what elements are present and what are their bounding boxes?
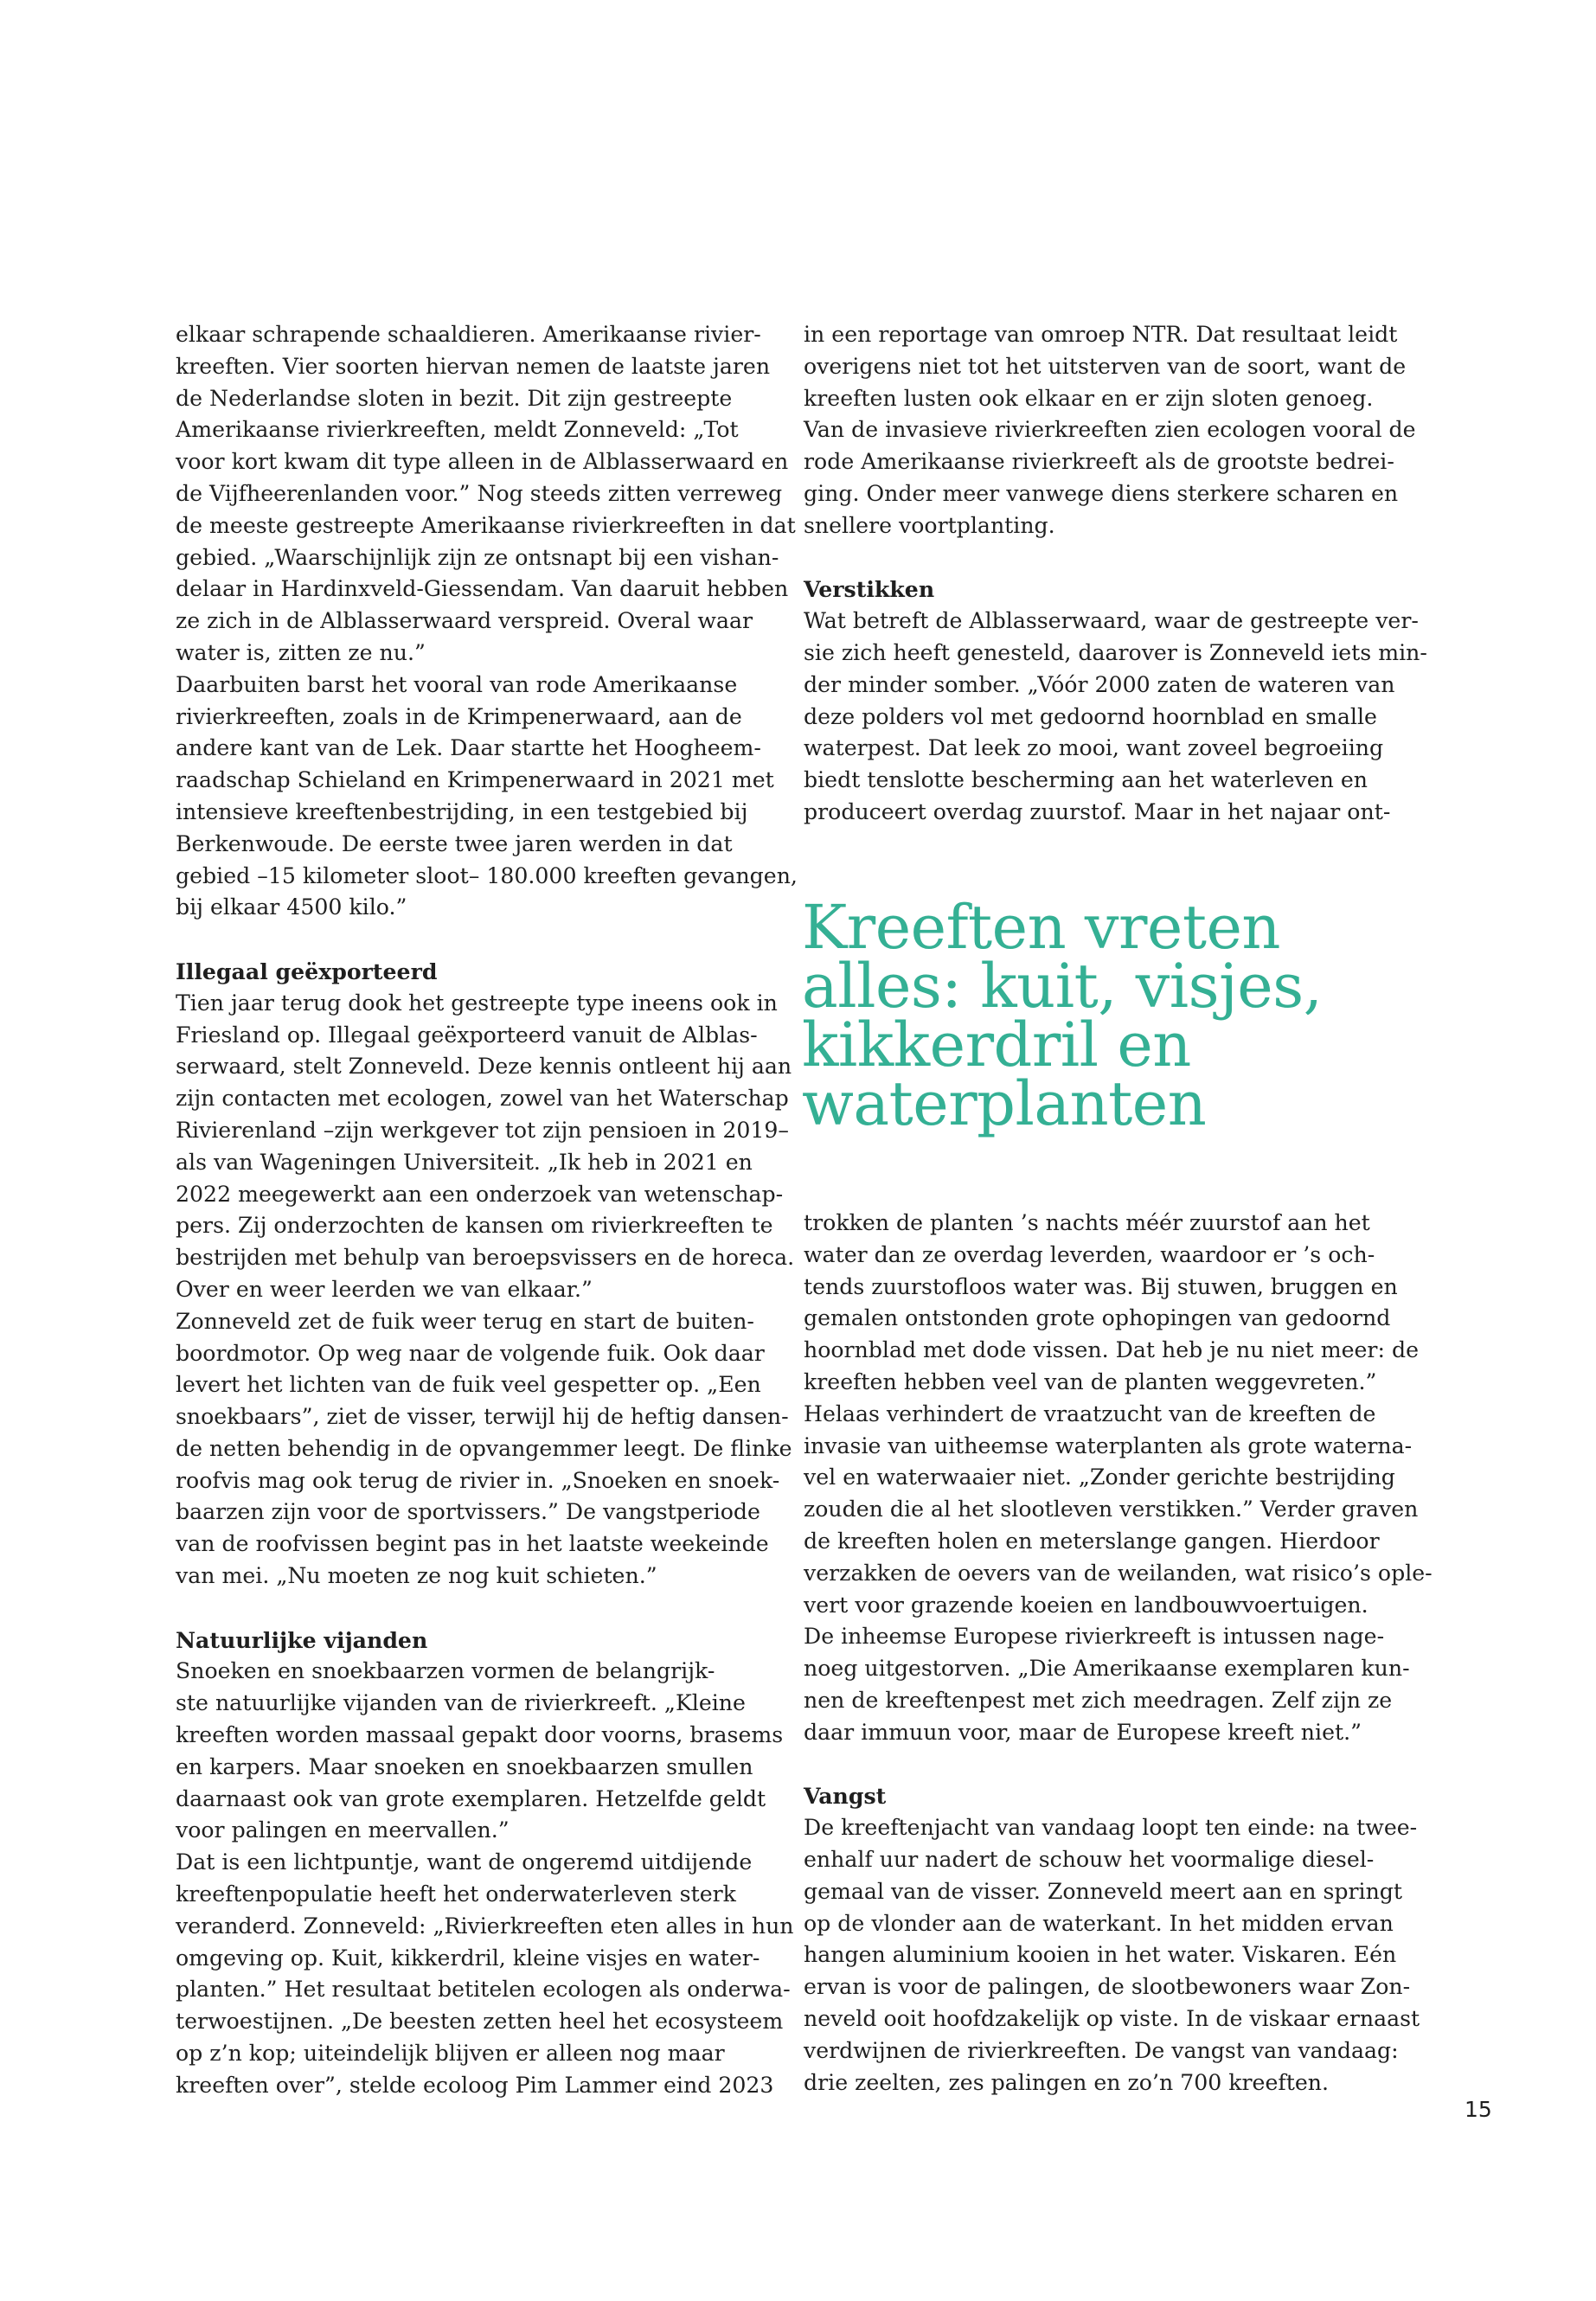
paragraph bbox=[804, 319, 1416, 542]
text-line: hoornblad met dode vissen. Dat heb je nu niet meer: de bbox=[804, 1337, 1419, 1363]
paragraph bbox=[176, 1847, 794, 2101]
text-line: omgeving op. Kuit, kikkerdril, kleine visjes en water- bbox=[176, 1945, 760, 1971]
text-line: voor palingen en meervallen.” bbox=[176, 1817, 510, 1843]
section-heading-illegaal: Illegaal geëxporteerd bbox=[176, 958, 438, 984]
page-number: 15 bbox=[1465, 2097, 1492, 2122]
text-line: pers. Zij onderzochten de kansen om rivierkreeften te bbox=[176, 1213, 773, 1239]
text-line: biedt tenslotte bescherming aan het waterleven en bbox=[804, 767, 1368, 793]
text-line: De kreeftenjacht van vandaag loopt ten einde: na twee- bbox=[804, 1815, 1418, 1841]
text-line: gebied. „Waarschijnlijk zijn ze ontsnapt bij een vishan- bbox=[176, 544, 779, 570]
text-line: deze polders vol met gedoornd hoornblad en smalle bbox=[804, 703, 1377, 729]
text-line: bij elkaar 4500 kilo.” bbox=[176, 894, 407, 920]
paragraph bbox=[804, 1208, 1419, 1399]
text-line: voor kort kwam dit type alleen in de Alblasserwaard en bbox=[176, 449, 789, 475]
text-line: veranderd. Zonneveld: „Rivierkreeften eten alles in hun bbox=[176, 1913, 794, 1939]
paragraph bbox=[176, 1306, 792, 1593]
text-line: Tien jaar terug dook het gestreepte type ineens ook in bbox=[176, 990, 778, 1016]
text-line: en karpers. Maar snoeken en snoekbaarzen smullen bbox=[176, 1753, 753, 1779]
text-line: Berkenwoude. De eerste twee jaren werden in dat bbox=[176, 830, 733, 856]
text-line: levert het lichten van de fuik veel gespetter op. „Een bbox=[176, 1372, 761, 1398]
text-line: bestrijden met behulp van beroepsvissers en de horeca. bbox=[176, 1245, 795, 1271]
text-line: enhalf uur nadert de schouw het voormalige diesel- bbox=[804, 1846, 1375, 1872]
text-line: roofvis mag ook terug de rivier in. „Snoeken en snoek- bbox=[176, 1467, 780, 1493]
text-line: der minder somber. „Vóór 2000 zaten de wateren van bbox=[804, 671, 1395, 697]
text-line: De inheemse Europese rivierkreeft is intussen nage- bbox=[804, 1624, 1385, 1650]
text-line: serwaard, stelt Zonneveld. Deze kennis ontleent hij aan bbox=[176, 1054, 792, 1080]
text-line: nen de kreeftenpest met zich meedragen. Zelf zijn ze bbox=[804, 1687, 1393, 1713]
text-line: vert voor grazende koeien en landbouwvoertuigen. bbox=[804, 1592, 1368, 1618]
text-line: als van Wageningen Universiteit. „Ik heb in 2021 en bbox=[176, 1149, 753, 1175]
text-line: neveld ooit hoofdzakelijk op viste. In de viskaar ernaast bbox=[804, 2005, 1420, 2031]
right-column-bottom bbox=[804, 1208, 1433, 2099]
text-line: snoekbaars”, ziet de visser, terwijl hij de heftig dansen- bbox=[176, 1404, 789, 1430]
text-line: 2022 meegewerkt aan een onderzoek van wetenschap- bbox=[176, 1181, 784, 1207]
text-line: Kreeften vreten bbox=[802, 892, 1280, 963]
text-line: in een reportage van omroep NTR. Dat resultaat leidt bbox=[804, 322, 1398, 347]
text-line: zouden die al het slootleven verstikken.” Verder graven bbox=[804, 1497, 1419, 1522]
section-heading-vijanden: Natuurlijke vijanden bbox=[176, 1626, 428, 1653]
text-line: verzakken de oevers van de weilanden, wat risico’s ople- bbox=[804, 1560, 1433, 1586]
text-line: waterplanten bbox=[802, 1068, 1207, 1139]
text-line: Amerikaanse rivierkreeften, meldt Zonneveld: „Tot bbox=[176, 417, 739, 443]
text-line: verdwijnen de rivierkreeften. De vangst van vandaag: bbox=[804, 2037, 1399, 2063]
text-line: Wat betreft de Alblasserwaard, waar de gestreepte ver- bbox=[804, 608, 1419, 634]
text-line: terwoestijnen. „De beesten zetten heel het ecosysteem bbox=[176, 2009, 784, 2035]
paragraph bbox=[804, 1621, 1409, 1748]
text-line: de Nederlandse sloten in bezit. Dit zijn gestreepte bbox=[176, 385, 733, 411]
text-line: snellere voortplanting. bbox=[804, 512, 1055, 538]
text-line: planten.” Het resultaat betitelen ecologen als onderwa- bbox=[176, 1977, 791, 2003]
text-line: daar immuun voor, maar de Europese kreeft niet.” bbox=[804, 1719, 1362, 1745]
text-line: Helaas verhindert de vraatzucht van de kreeften de bbox=[804, 1400, 1376, 1426]
right-column-top bbox=[804, 319, 1427, 829]
text-line: ste natuurlijke vijanden van de rivierkreeft. „Kleine bbox=[176, 1690, 746, 1716]
text-line: ging. Onder meer vanwege diens sterkere scharen en bbox=[804, 480, 1399, 506]
paragraph bbox=[804, 1812, 1420, 2099]
text-line: kikkerdril en bbox=[802, 1009, 1191, 1080]
text-line: trokken de planten ’s nachts méér zuurstof aan het bbox=[804, 1210, 1370, 1235]
text-line: alles: kuit, visjes, bbox=[802, 951, 1323, 1022]
text-line: waterpest. Dat leek zo mooi, want zoveel begroeiing bbox=[804, 735, 1384, 761]
text-line: Dat is een lichtpuntje, want de ongeremd uitdijende bbox=[176, 1849, 753, 1875]
paragraph bbox=[804, 1399, 1433, 1622]
text-line: Rivierenland –zijn werkgever tot zijn pensioen in 2019– bbox=[176, 1117, 790, 1143]
text-line: ervan is voor de palingen, de slootbewoners waar Zon- bbox=[804, 1974, 1411, 2000]
text-line: intensieve kreeftenbestrijding, in een testgebied bij bbox=[176, 798, 748, 824]
text-line: noeg uitgestorven. „Die Amerikaanse exemplaren kun- bbox=[804, 1656, 1410, 1682]
text-line: kreeften. Vier soorten hiervan nemen de laatste jaren bbox=[176, 353, 771, 379]
pull-quote bbox=[802, 892, 1425, 1139]
text-line: kreeften lusten ook elkaar en er zijn sloten genoeg. bbox=[804, 385, 1374, 411]
text-line: elkaar schrapende schaaldieren. Amerikaanse rivier- bbox=[176, 322, 761, 347]
text-line: kreeften worden massaal gepakt door voorns, brasems bbox=[176, 1722, 784, 1748]
text-line: de netten behendig in de opvangemmer leegt. De flinke bbox=[176, 1435, 792, 1461]
paragraph bbox=[176, 1656, 784, 1847]
paragraph bbox=[804, 606, 1427, 829]
section-heading-vangst: Vangst bbox=[804, 1783, 887, 1810]
text-line: Snoeken en snoekbaarzen vormen de belangrijk- bbox=[176, 1658, 715, 1684]
text-line: Zonneveld zet de fuik weer terug en start de buiten- bbox=[176, 1308, 754, 1334]
text-line: hangen aluminium kooien in het water. Viskaren. Eén bbox=[804, 1942, 1397, 1968]
text-line: vel en waterwaaier niet. „Zonder gerichte bestrijding bbox=[804, 1465, 1395, 1490]
text-line: kreeftenpopulatie heeft het onderwaterleven sterk bbox=[176, 1881, 736, 1907]
text-line: water dan ze overdag leverden, waardoor er ’s och- bbox=[804, 1241, 1375, 1267]
text-line: delaar in Hardinxveld-Giessendam. Van daaruit hebben bbox=[176, 576, 789, 602]
paragraph bbox=[176, 670, 798, 924]
text-line: overigens niet tot het uitsterven van de soort, want de bbox=[804, 353, 1407, 379]
text-line: boordmotor. Op weg naar de volgende fuik. Ook daar bbox=[176, 1340, 765, 1366]
text-line: andere kant van de Lek. Daar startte het Hoogheem- bbox=[176, 735, 761, 761]
text-line: gemaal van de visser. Zonneveld meert aan en springt bbox=[804, 1878, 1403, 1904]
text-line: raadschap Schieland en Krimpenerwaard in 2021 met bbox=[176, 767, 774, 793]
text-line: kreeften over”, stelde ecoloog Pim Lammer eind 2023 bbox=[176, 2072, 774, 2098]
text-line: op de vlonder aan de waterkant. In het midden ervan bbox=[804, 1910, 1394, 1936]
text-line: tends zuurstofloos water was. Bij stuwen, bruggen en bbox=[804, 1273, 1398, 1299]
text-line: invasie van uitheemse waterplanten als grote waterna- bbox=[804, 1433, 1413, 1458]
text-line: Daarbuiten barst het vooral van rode Amerikaanse bbox=[176, 671, 738, 697]
text-line: baarzen zijn voor de sportvissers.” De vangstperiode bbox=[176, 1499, 760, 1525]
text-line: produceert overdag zuurstof. Maar in het najaar ont- bbox=[804, 798, 1391, 824]
section-heading-verstikken: Verstikken bbox=[804, 576, 935, 603]
text-line: kreeften hebben veel van de planten weggevreten.” bbox=[804, 1368, 1377, 1394]
text-line: ze zich in de Alblasserwaard verspreid. Overal waar bbox=[176, 608, 753, 634]
text-line: van de roofvissen begint pas in het laatste weekeinde bbox=[176, 1531, 769, 1557]
left-column bbox=[176, 319, 798, 2102]
text-line: de Vijfheerenlanden voor.” Nog steeds zitten verreweg bbox=[176, 480, 783, 506]
text-line: water is, zitten ze nu.” bbox=[176, 639, 426, 665]
text-line: sie zich heeft genesteld, daarover is Zonneveld iets min- bbox=[804, 639, 1427, 665]
text-line: gemalen ontstonden grote ophopingen van gedoornd bbox=[804, 1305, 1391, 1331]
text-line: van mei. „Nu moeten ze nog kuit schieten.” bbox=[176, 1563, 657, 1589]
text-line: gebied –15 kilometer sloot– 180.000 kreeften gevangen, bbox=[176, 862, 798, 888]
text-line: Over en weer leerden we van elkaar.” bbox=[176, 1276, 593, 1302]
text-line: op z’n kop; uiteindelijk blijven er alleen nog maar bbox=[176, 2041, 725, 2067]
text-line: Van de invasieve rivierkreeften zien ecologen vooral de bbox=[804, 417, 1416, 443]
paragraph bbox=[176, 988, 795, 1306]
text-line: rode Amerikaanse rivierkreeft als de grootste bedrei- bbox=[804, 449, 1394, 475]
text-line: de meeste gestreepte Amerikaanse rivierkreeften in dat bbox=[176, 512, 796, 538]
text-line: de kreeften holen en meterslange gangen. Hierdoor bbox=[804, 1528, 1380, 1554]
paragraph bbox=[176, 319, 796, 670]
text-line: drie zeelten, zes palingen en zo’n 700 kreeften. bbox=[804, 2069, 1329, 2095]
text-line: daarnaast ook van grote exemplaren. Hetzelfde geldt bbox=[176, 1785, 766, 1811]
text-line: Friesland op. Illegaal geëxporteerd vanuit de Alblas- bbox=[176, 1022, 758, 1048]
text-line: rivierkreeften, zoals in de Krimpenerwaard, aan de bbox=[176, 703, 742, 729]
text-line: zijn contacten met ecologen, zowel van het Waterschap bbox=[176, 1086, 789, 1112]
